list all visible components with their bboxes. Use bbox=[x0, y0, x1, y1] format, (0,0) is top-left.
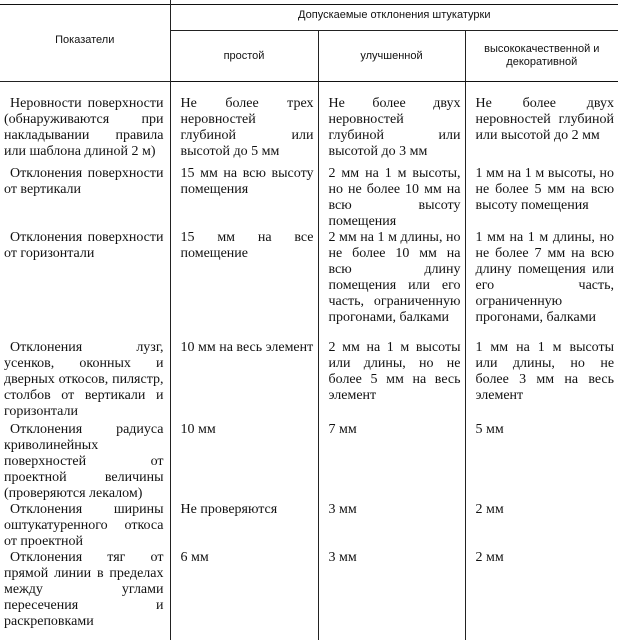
improved-cell: 3 мм bbox=[328, 501, 357, 517]
indicator-cell: Отклонения радиуса криволинейных поверхностей от проектной величины (проверяются лекалом) bbox=[4, 421, 164, 501]
improved-cell: 3 мм bbox=[328, 549, 357, 565]
table-row bbox=[0, 502, 618, 550]
improved-cell: Не более двух неровностей глубиной или высотой до 3 мм bbox=[328, 96, 461, 159]
high-cell: 1 мм на 1 м длины, но не более 7 мм на всю длину помещения или его часть, ограниченную прогонами, балками bbox=[475, 229, 615, 325]
table-row bbox=[0, 340, 618, 422]
indicator-cell: Отклонения поверхности от вертикали bbox=[4, 165, 164, 197]
indicator-cell: Отклонения лузг, усенков, оконных и дверных откосов, пилястр, столбов от вертикали и горизонтали bbox=[4, 339, 164, 419]
table-row bbox=[0, 82, 618, 166]
header-improved: улучшенной bbox=[318, 31, 465, 82]
header-indicators: Показатели bbox=[0, 0, 170, 82]
simple-cell: Не более трех неровностей глубиной или высотой до 5 мм bbox=[180, 96, 314, 159]
improved-cell: 7 мм bbox=[328, 421, 357, 437]
high-cell: 1 мм на 1 м высоты, но не более 5 мм на всю высоту помещения bbox=[475, 165, 615, 213]
header-high: высококачественной и декоративной bbox=[465, 31, 618, 82]
simple-cell: 15 мм на все помещение bbox=[180, 229, 314, 261]
header-row-1 bbox=[0, 0, 618, 31]
table-row bbox=[0, 550, 618, 640]
simple-cell: 6 мм bbox=[180, 549, 209, 565]
header-group: Допускаемые отклонения штукатурки bbox=[170, 0, 618, 31]
indicator-cell: Отклонения ширины оштукатуренного откоса от проектной bbox=[4, 501, 164, 549]
simple-cell: 15 мм на всю высоту помещения bbox=[180, 165, 314, 197]
simple-cell: 10 мм bbox=[180, 421, 216, 437]
high-cell: 2 мм bbox=[475, 549, 504, 565]
table-row bbox=[0, 166, 618, 230]
high-cell: 2 мм bbox=[475, 501, 504, 517]
improved-cell: 2 мм на 1 м высоты, но не более 10 мм на всю высоту помещения bbox=[328, 165, 461, 229]
improved-cell: 2 мм на 1 м длины, но не более 10 мм на всю длину помещения или его часть, ограниченную прогонами, балками bbox=[328, 229, 461, 325]
improved-cell: 2 мм на 1 м высоты или длины, но не более 5 мм на весь элемент bbox=[328, 339, 461, 403]
table-row bbox=[0, 230, 618, 340]
indicator-cell: Отклонения поверхности от горизонтали bbox=[4, 229, 164, 261]
high-cell: 5 мм bbox=[475, 421, 504, 437]
simple-cell: Не проверяются bbox=[180, 501, 278, 517]
high-cell: Не более двух неровностей глубиной или высотой до 2 мм bbox=[475, 96, 615, 143]
table-row bbox=[0, 422, 618, 502]
header-simple: простой bbox=[170, 31, 318, 82]
indicator-cell: Отклонения тяг от прямой линии в пределах между углами пересечения и раскреповками bbox=[4, 549, 164, 629]
high-cell: 1 мм на 1 м высоты или длины, но не более 3 мм на весь элемент bbox=[475, 339, 615, 403]
simple-cell: 10 мм на весь элемент bbox=[180, 339, 314, 355]
indicator-cell: Неровности поверхности (обнаруживаются при накладывании правила или шаблона длиной 2 м) bbox=[4, 96, 164, 159]
